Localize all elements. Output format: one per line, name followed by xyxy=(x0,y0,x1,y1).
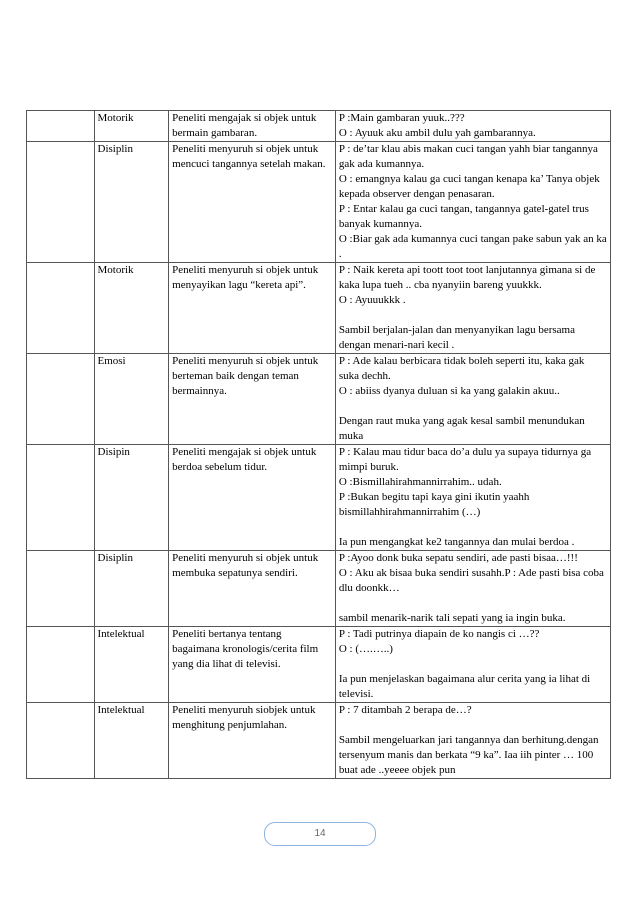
activity-cell: Peneliti menyuruh si objek untuk mencuci tangannya setelah makan. xyxy=(169,142,336,263)
dialog-cell xyxy=(335,111,610,142)
dialog-line: O : (….…..) xyxy=(338,643,393,655)
dialog-line: Ia pun mengangkat ke2 tangannya dan mulai berdoa . xyxy=(338,536,575,548)
dialog-line: O : Ayuuukkk . xyxy=(338,294,406,306)
dialog-line: P : Ade kalau berbicara tidak boleh seperti itu, kaka gak suka dechh. xyxy=(338,355,585,382)
dialog-line: P :Main gambaran yuuk..??? xyxy=(338,112,465,124)
aspect-cell: Motorik xyxy=(94,263,169,354)
observation-table xyxy=(26,110,611,779)
activity-cell: Peneliti menyuruh si objek untuk berteman baik dengan teman bermainnya. xyxy=(169,354,336,445)
table-row xyxy=(27,551,611,627)
activity-cell: Peneliti menyuruh si objek untuk menyayikan lagu “kereta api”. xyxy=(169,263,336,354)
dialog-line: sambil menarik-narik tali sepati yang ia ingin buka. xyxy=(338,612,566,624)
page-number: 14 xyxy=(264,822,376,846)
observation-table-body xyxy=(27,111,611,779)
table-row xyxy=(27,627,611,703)
dialog-line: Sambil mengeluarkan jari tangannya dan berhitung.dengan tersenyum manis dan berkata “9 ka”. Iaa iih pinter … 100 buat ade ..yeeee objek pun xyxy=(338,734,599,776)
dialog-gap xyxy=(339,596,607,611)
blank-cell xyxy=(27,142,95,263)
dialog-line: O : Ayuuk aku ambil dulu yah gambarannya. xyxy=(338,127,536,139)
dialog-line: P : Entar kalau ga cuci tangan, tangannya gatel-gatel trus banyak kumannya. xyxy=(338,203,589,230)
dialog-cell xyxy=(335,354,610,445)
blank-cell xyxy=(27,354,95,445)
table-row xyxy=(27,703,611,779)
dialog-line: P :Bukan begitu tapi kaya gini ikutin yaahh bismillahhirahmannirrahim (…) xyxy=(338,491,530,518)
blank-cell xyxy=(27,445,95,551)
dialog-line: P : 7 ditambah 2 berapa de…? xyxy=(338,704,472,716)
aspect-cell: Intelektual xyxy=(94,703,169,779)
dialog-line: P : Tadi putrinya diapain de ko nangis ci …?? xyxy=(338,628,540,640)
activity-cell: Peneliti menyuruh siobjek untuk menghitung penjumlahan. xyxy=(169,703,336,779)
table-row xyxy=(27,263,611,354)
blank-cell xyxy=(27,703,95,779)
dialog-line: P : Naik kereta api toott toot toot lanjutannya gimana si de kaka lupa tueh .. cba nyanyiin bareng yuukkk. xyxy=(338,264,596,291)
dialog-line: Sambil berjalan-jalan dan menyanyikan lagu bersama dengan menari-nari kecil . xyxy=(338,324,575,351)
table-row xyxy=(27,111,611,142)
dialog-line: P : de’tar klau abis makan cuci tangan yahh biar tangannya gak ada kumannya. xyxy=(338,143,598,170)
aspect-cell: Intelektual xyxy=(94,627,169,703)
table-row xyxy=(27,354,611,445)
aspect-cell: Disiplin xyxy=(94,142,169,263)
activity-cell: Peneliti bertanya tentang bagaimana kronologis/cerita film yang dia lihat di televisi. xyxy=(169,627,336,703)
activity-cell: Peneliti mengajak si objek untuk berdoa sebelum tidur. xyxy=(169,445,336,551)
dialog-line: O : abiiss dyanya duluan si ka yang galakin akuu.. xyxy=(338,385,560,397)
dialog-cell xyxy=(335,445,610,551)
blank-cell xyxy=(27,627,95,703)
blank-cell xyxy=(27,551,95,627)
dialog-cell xyxy=(335,551,610,627)
activity-cell: Peneliti mengajak si objek untuk bermain gambaran. xyxy=(169,111,336,142)
dialog-line: O :Bismillahirahmannirrahim.. udah. xyxy=(338,476,502,488)
dialog-cell xyxy=(335,627,610,703)
dialog-gap xyxy=(339,308,607,323)
aspect-cell: Disipin xyxy=(94,445,169,551)
dialog-line: O : emangnya kalau ga cuci tangan kenapa ka’ Tanya objek kepada observer dengan penasaran. xyxy=(338,173,600,200)
aspect-cell: Disiplin xyxy=(94,551,169,627)
table-row xyxy=(27,445,611,551)
dialog-cell xyxy=(335,263,610,354)
dialog-line: P : Kalau mau tidur baca do’a dulu ya supaya tidurnya ga mimpi buruk. xyxy=(338,446,592,473)
dialog-gap xyxy=(339,657,607,672)
blank-cell xyxy=(27,111,95,142)
aspect-cell: Emosi xyxy=(94,354,169,445)
dialog-gap xyxy=(339,399,607,414)
dialog-line: Ia pun menjelaskan bagaimana alur cerita yang ia lihat di televisi. xyxy=(338,673,591,700)
dialog-line: Dengan raut muka yang agak kesal sambil menundukan muka xyxy=(338,415,585,442)
activity-cell: Peneliti menyuruh si objek untuk membuka sepatunya sendiri. xyxy=(169,551,336,627)
dialog-line: P :Ayoo donk buka sepatu sendiri, ade pasti bisaa…!!! xyxy=(338,552,578,564)
dialog-gap xyxy=(339,520,607,535)
dialog-line: O :Biar gak ada kumannya cuci tangan pake sabun yak an ka . xyxy=(338,233,607,260)
dialog-cell xyxy=(335,142,610,263)
table-row xyxy=(27,142,611,263)
blank-cell xyxy=(27,263,95,354)
dialog-cell xyxy=(335,703,610,779)
dialog-line: O : Aku ak bisaa buka sendiri susahh.P : Ade pasti bisa coba dlu doonkk… xyxy=(338,567,604,594)
dialog-gap xyxy=(339,718,607,733)
aspect-cell: Motorik xyxy=(94,111,169,142)
